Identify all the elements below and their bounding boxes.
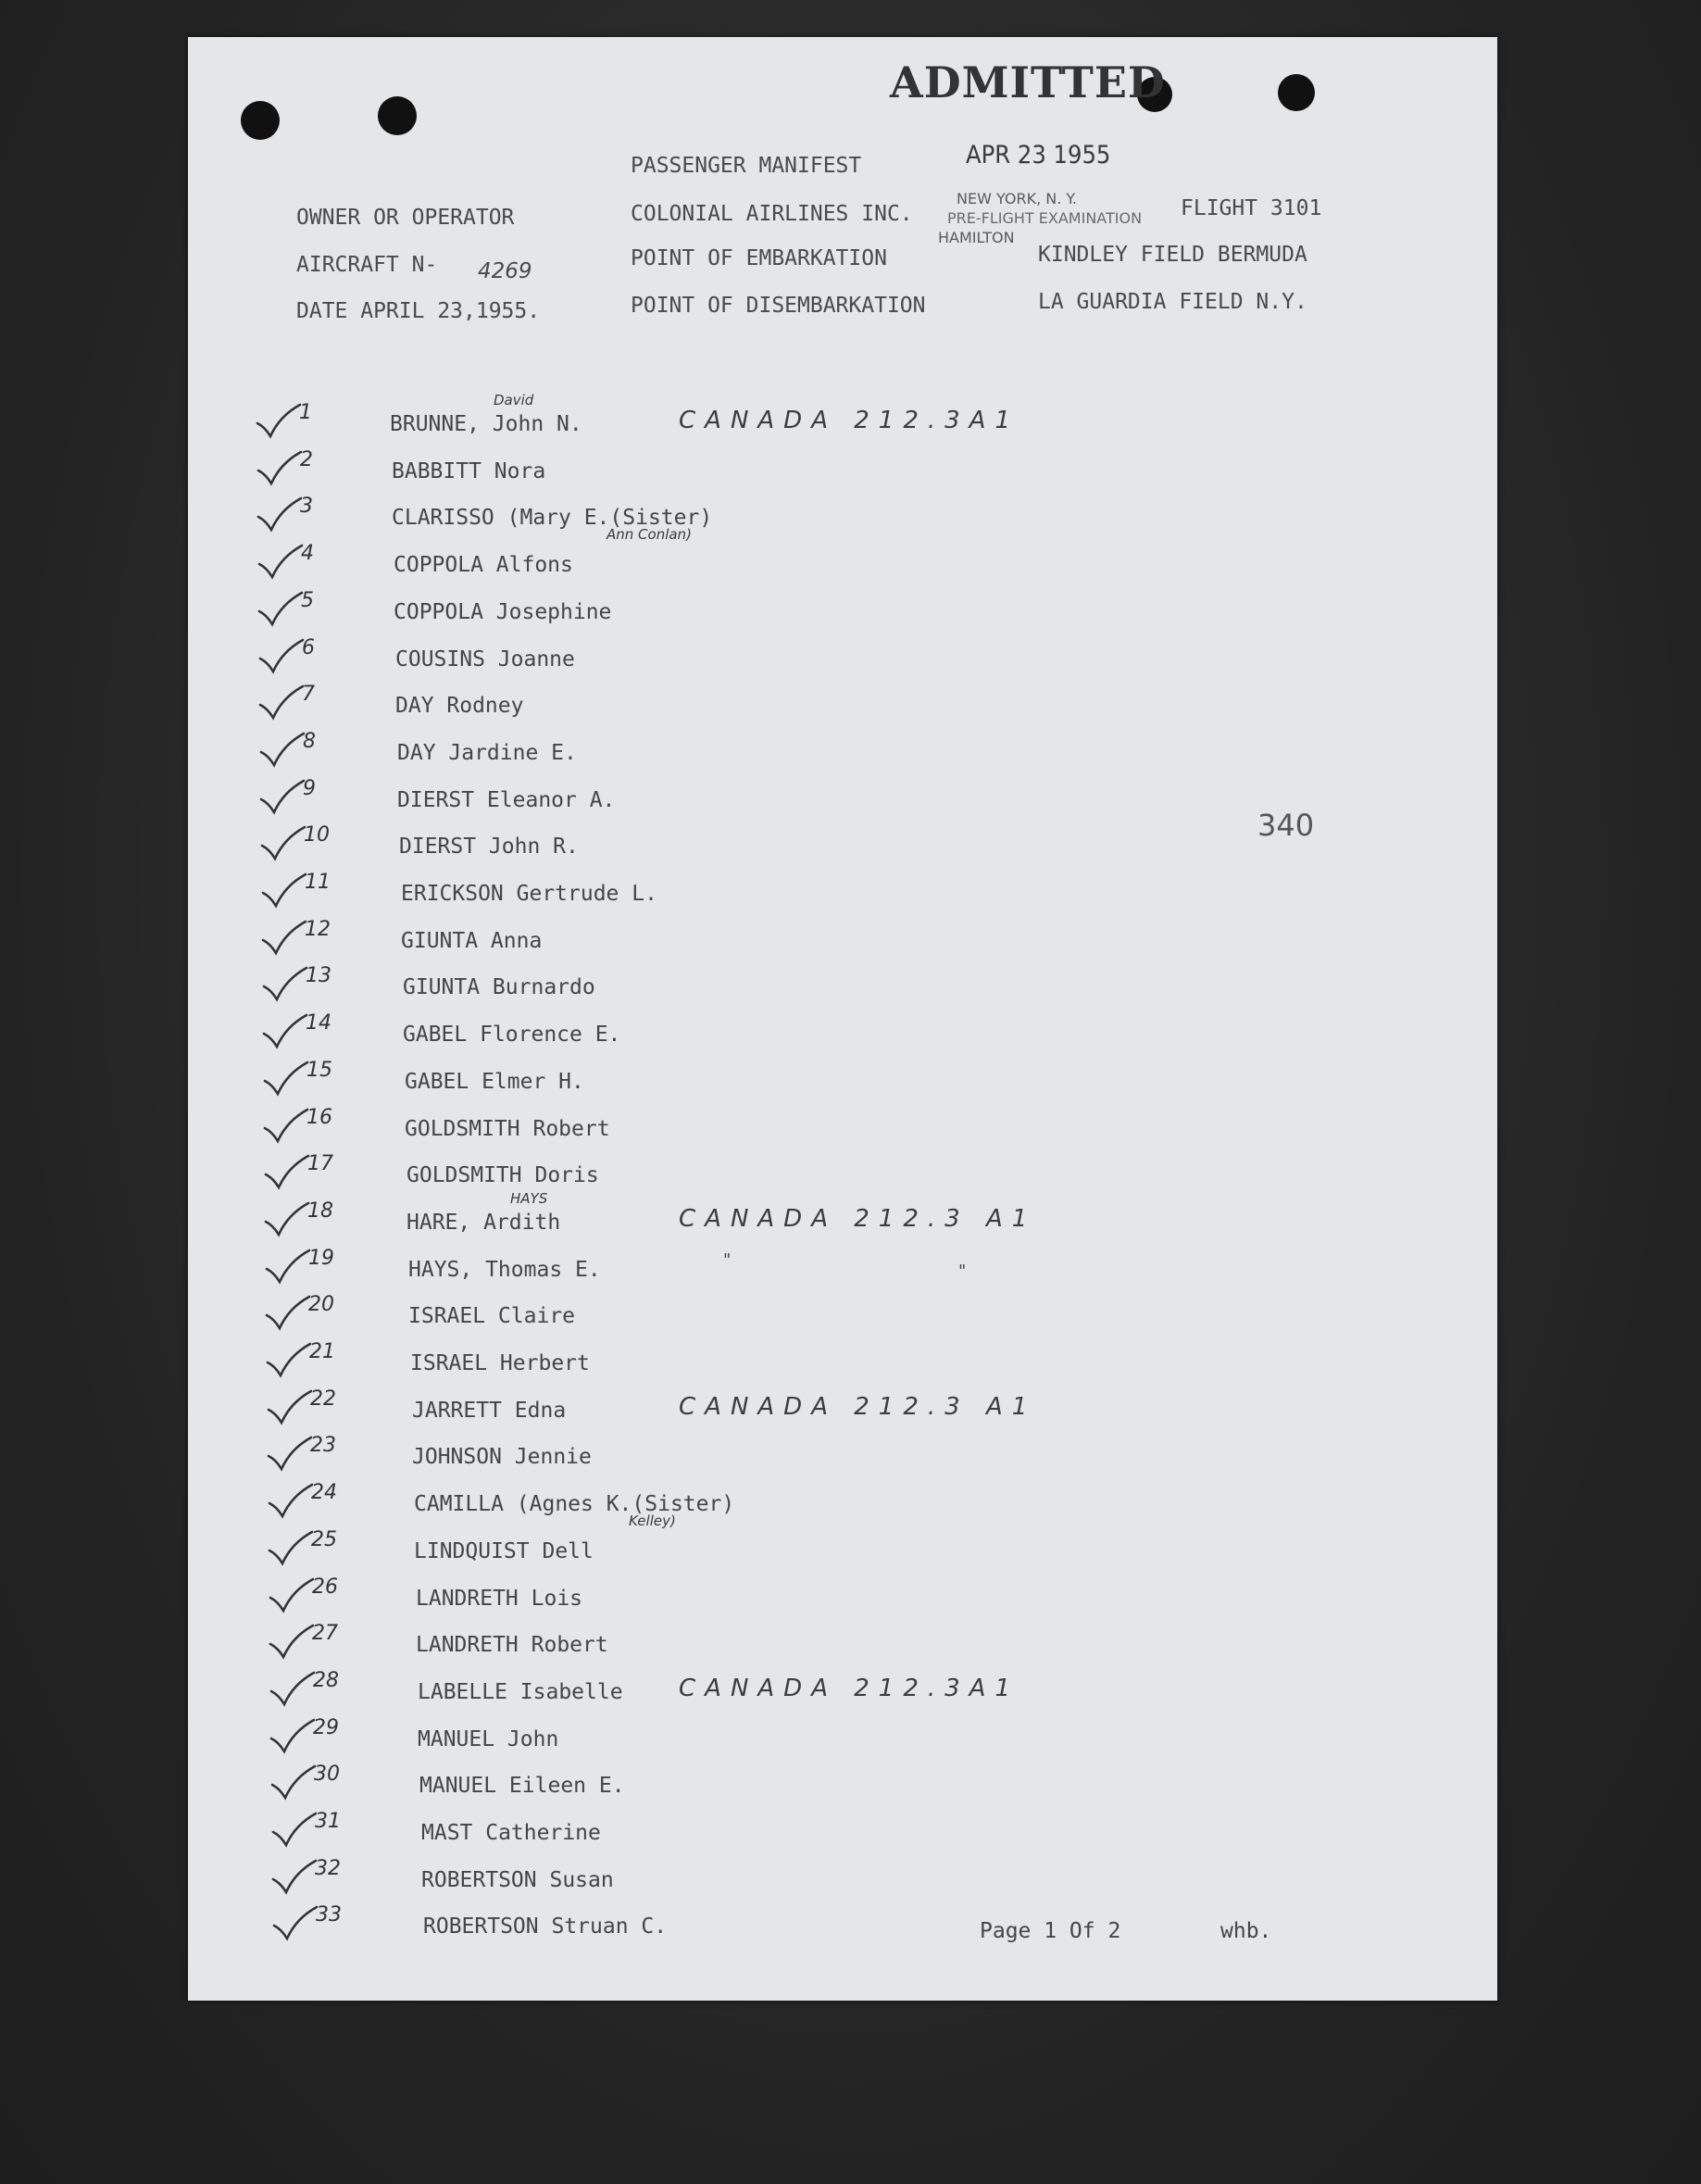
passenger-number: 19 bbox=[308, 1247, 334, 1270]
manifest-title: PASSENGER MANIFEST bbox=[631, 154, 862, 178]
passenger-row bbox=[188, 730, 1497, 772]
checkmark-icon bbox=[268, 1483, 314, 1520]
owner-label: OWNER OR OPERATOR bbox=[296, 206, 515, 230]
canada-classification-note: CANADA 212.3 A1 bbox=[679, 1205, 1037, 1233]
canada-classification-note: CANADA 212.3A1 bbox=[679, 1675, 1020, 1702]
checkmark-icon bbox=[271, 1859, 318, 1896]
passenger-name: COUSINS Joanne bbox=[395, 647, 575, 672]
handwritten-annotation: Kelley) bbox=[629, 1512, 676, 1529]
passenger-name: ISRAEL Claire bbox=[408, 1304, 576, 1328]
embarkation-value: KINDLEY FIELD BERMUDA bbox=[1038, 243, 1307, 267]
checkmark-icon bbox=[259, 732, 306, 769]
passenger-number: 16 bbox=[306, 1106, 332, 1129]
passenger-name: GABEL Elmer H. bbox=[405, 1070, 584, 1094]
checkmark-icon bbox=[263, 1061, 309, 1098]
passenger-name: DIERST John R. bbox=[399, 835, 579, 859]
passenger-row bbox=[188, 1247, 1497, 1289]
passenger-row bbox=[188, 1903, 1497, 1946]
page-indicator: Page 1 Of 2 bbox=[980, 1919, 1121, 1943]
embarkation-label: POINT OF EMBARKATION bbox=[631, 246, 887, 270]
passenger-row bbox=[188, 1106, 1497, 1148]
passenger-row bbox=[188, 1622, 1497, 1664]
passenger-number: 8 bbox=[303, 730, 316, 753]
passenger-name: GIUNTA Anna bbox=[401, 929, 543, 953]
passenger-number: 10 bbox=[304, 823, 330, 847]
passenger-row bbox=[188, 589, 1497, 632]
passenger-number: 29 bbox=[313, 1716, 339, 1739]
passenger-number: 31 bbox=[315, 1810, 341, 1833]
ditto-mark: " bbox=[958, 1261, 967, 1281]
passenger-row bbox=[188, 1481, 1497, 1529]
checkmark-icon bbox=[272, 1905, 319, 1942]
passenger-number: 13 bbox=[306, 964, 331, 987]
passenger-name: ISRAEL Herbert bbox=[410, 1351, 590, 1375]
passenger-row bbox=[188, 636, 1497, 679]
passenger-row bbox=[188, 1857, 1497, 1900]
checkmark-icon bbox=[257, 591, 304, 628]
handwritten-correction: HAYS bbox=[510, 1190, 548, 1207]
passenger-name: BABBITT Nora bbox=[392, 459, 546, 483]
passenger-number: 20 bbox=[308, 1293, 334, 1316]
passenger-number: 27 bbox=[312, 1622, 338, 1645]
handwritten-correction: David bbox=[494, 392, 534, 408]
checkmark-icon bbox=[265, 1249, 311, 1286]
flight-number: FLIGHT 3101 bbox=[1181, 196, 1322, 220]
passenger-name: LANDRETH Lois bbox=[416, 1587, 583, 1611]
passenger-number: 18 bbox=[307, 1199, 333, 1223]
passenger-number: 24 bbox=[311, 1481, 337, 1504]
passenger-number: 26 bbox=[312, 1575, 338, 1599]
checkmark-icon bbox=[269, 1671, 316, 1708]
passenger-name: CLARISSO (Mary E.(Sister) bbox=[392, 506, 713, 530]
passenger-name: HARE, Ardith bbox=[406, 1211, 561, 1235]
passenger-number: 25 bbox=[311, 1528, 337, 1551]
passenger-row bbox=[188, 1059, 1497, 1101]
checkmark-icon bbox=[265, 1295, 311, 1332]
passenger-name: MAST Catherine bbox=[421, 1821, 601, 1845]
checkmark-icon bbox=[264, 1154, 310, 1191]
passenger-row bbox=[188, 1190, 1497, 1242]
checkmark-icon bbox=[264, 1201, 310, 1238]
preflight-stamp-line2: PRE-FLIGHT EXAMINATION bbox=[947, 209, 1143, 227]
passenger-row bbox=[188, 542, 1497, 584]
passenger-row bbox=[188, 495, 1497, 543]
passenger-name: BRUNNE, John N. bbox=[390, 412, 582, 436]
passenger-name: DAY Jardine E. bbox=[397, 741, 577, 765]
canada-classification-note: CANADA 212.3 A1 bbox=[679, 1393, 1037, 1421]
passenger-number: 22 bbox=[310, 1387, 336, 1411]
checkmark-icon bbox=[260, 825, 306, 862]
passenger-row bbox=[188, 1669, 1497, 1712]
checkmark-icon bbox=[258, 684, 305, 722]
checkmark-icon bbox=[263, 1108, 309, 1145]
passenger-row bbox=[188, 1575, 1497, 1618]
passenger-row bbox=[188, 448, 1497, 491]
checkmark-icon bbox=[262, 966, 308, 1003]
passenger-number: 21 bbox=[309, 1340, 335, 1363]
aircraft-label: AIRCRAFT N- bbox=[296, 253, 438, 277]
checkmark-icon bbox=[256, 450, 303, 487]
passenger-row bbox=[188, 1434, 1497, 1476]
preflight-stamp-line1: NEW YORK, N. Y. bbox=[957, 190, 1078, 207]
disembarkation-value: LA GUARDIA FIELD N.Y. bbox=[1038, 290, 1307, 314]
passenger-number: 23 bbox=[310, 1434, 336, 1457]
passenger-row bbox=[188, 1340, 1497, 1383]
passenger-row bbox=[188, 1152, 1497, 1195]
disembarkation-label: POINT OF DISEMBARKATION bbox=[631, 294, 926, 318]
passenger-number: 30 bbox=[314, 1763, 340, 1786]
passenger-name: ROBERTSON Susan bbox=[421, 1868, 614, 1892]
checkmark-icon bbox=[266, 1342, 312, 1379]
passenger-row bbox=[188, 392, 1497, 444]
passenger-row bbox=[188, 871, 1497, 913]
passenger-row bbox=[188, 1763, 1497, 1805]
passenger-number: 5 bbox=[301, 589, 314, 612]
passenger-row bbox=[188, 777, 1497, 820]
date-label: DATE APRIL 23,1955. bbox=[296, 299, 541, 323]
passenger-row bbox=[188, 1387, 1497, 1430]
checkmark-icon bbox=[268, 1530, 314, 1567]
passenger-number: 14 bbox=[306, 1011, 331, 1035]
passenger-name: CAMILLA (Agnes K.(Sister) bbox=[414, 1492, 735, 1516]
passenger-name: GOLDSMITH Doris bbox=[406, 1163, 599, 1187]
punch-hole bbox=[378, 96, 417, 135]
passenger-name: JARRETT Edna bbox=[412, 1399, 567, 1423]
passenger-number: 12 bbox=[305, 918, 331, 941]
passenger-name: DIERST Eleanor A. bbox=[397, 788, 616, 812]
checkmark-icon bbox=[261, 920, 307, 957]
owner-value: COLONIAL AIRLINES INC. bbox=[631, 202, 913, 226]
canada-classification-note: CANADA 212.3A1 bbox=[679, 407, 1020, 434]
checkmark-icon bbox=[259, 779, 306, 816]
checkmark-icon bbox=[262, 1013, 308, 1050]
passenger-number: 4 bbox=[301, 542, 314, 565]
pencil-number: 340 bbox=[1257, 808, 1315, 843]
passenger-row bbox=[188, 1011, 1497, 1054]
passenger-name: ROBERTSON Struan C. bbox=[423, 1914, 668, 1939]
passenger-row bbox=[188, 1293, 1497, 1336]
passenger-row bbox=[188, 918, 1497, 960]
passenger-row bbox=[188, 1810, 1497, 1852]
checkmark-icon bbox=[256, 403, 302, 440]
passenger-number: 9 bbox=[303, 777, 316, 800]
checkmark-icon bbox=[258, 638, 305, 675]
punch-hole bbox=[1278, 74, 1315, 111]
passenger-name: LANDRETH Robert bbox=[416, 1633, 608, 1657]
passenger-number: 17 bbox=[307, 1152, 333, 1175]
passenger-name: LABELLE Isabelle bbox=[418, 1680, 623, 1704]
typist-initials: whb. bbox=[1220, 1919, 1272, 1943]
passenger-row bbox=[188, 683, 1497, 725]
passenger-row bbox=[188, 1528, 1497, 1571]
checkmark-icon bbox=[256, 496, 303, 533]
passenger-name: GABEL Florence E. bbox=[403, 1023, 621, 1047]
passenger-number: 6 bbox=[302, 636, 315, 659]
checkmark-icon bbox=[267, 1436, 313, 1473]
passenger-row bbox=[188, 1716, 1497, 1759]
manifest-page bbox=[188, 37, 1497, 2001]
passenger-name: COPPOLA Josephine bbox=[394, 600, 612, 624]
checkmark-icon bbox=[267, 1389, 313, 1426]
passenger-number: 2 bbox=[300, 448, 313, 471]
passenger-name: HAYS, Thomas E. bbox=[408, 1258, 601, 1282]
passenger-number: 3 bbox=[300, 495, 313, 518]
checkmark-icon bbox=[271, 1812, 318, 1849]
checkmark-icon bbox=[257, 544, 304, 581]
passenger-number: 11 bbox=[305, 871, 331, 894]
stamp-date: APR 23 1955 bbox=[966, 141, 1111, 169]
checkmark-icon bbox=[261, 872, 307, 910]
ditto-mark: " bbox=[723, 1250, 732, 1270]
passenger-name: MANUEL Eileen E. bbox=[419, 1774, 625, 1798]
checkmark-icon bbox=[270, 1764, 317, 1801]
punch-hole bbox=[241, 101, 280, 140]
passenger-name: DAY Rodney bbox=[395, 694, 524, 718]
passenger-name: MANUEL John bbox=[418, 1727, 559, 1751]
passenger-number: 7 bbox=[302, 683, 315, 706]
handwritten-annotation: Ann Conlan) bbox=[607, 526, 692, 543]
passenger-name: JOHNSON Jennie bbox=[412, 1445, 592, 1469]
admitted-stamp: ADMITTED bbox=[890, 57, 1166, 107]
checkmark-icon bbox=[269, 1577, 315, 1614]
checkmark-icon bbox=[269, 1718, 316, 1755]
passenger-name: GIUNTA Burnardo bbox=[403, 975, 595, 999]
passenger-number: 32 bbox=[315, 1857, 341, 1880]
preflight-stamp-line3: HAMILTON bbox=[938, 229, 1015, 246]
passenger-number: 28 bbox=[313, 1669, 339, 1692]
passenger-name: COPPOLA Alfons bbox=[394, 553, 573, 577]
aircraft-value: 4269 bbox=[478, 259, 532, 283]
passenger-row bbox=[188, 964, 1497, 1007]
checkmark-icon bbox=[269, 1624, 315, 1661]
passenger-number: 15 bbox=[306, 1059, 332, 1082]
passenger-name: LINDQUIST Dell bbox=[414, 1539, 594, 1563]
passenger-name: ERICKSON Gertrude L. bbox=[401, 882, 657, 906]
passenger-number: 33 bbox=[316, 1903, 342, 1927]
passenger-number: 1 bbox=[299, 401, 312, 424]
passenger-name: GOLDSMITH Robert bbox=[405, 1117, 610, 1141]
